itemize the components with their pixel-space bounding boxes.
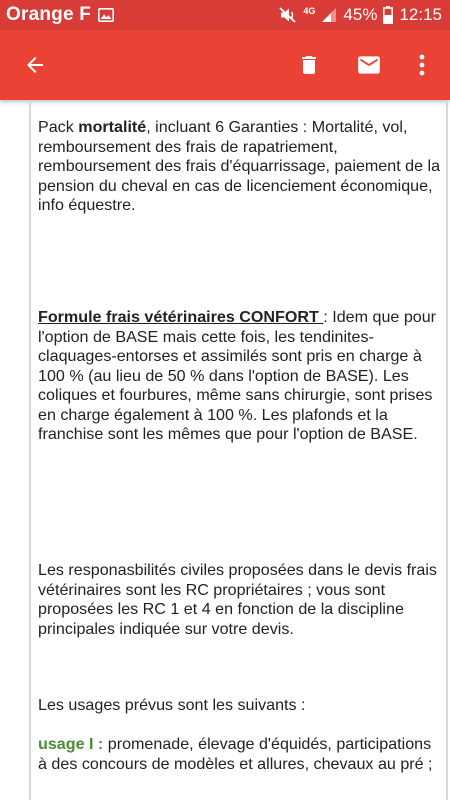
battery-percent: 45% bbox=[343, 5, 378, 24]
paragraph-usage-one bbox=[38, 735, 442, 774]
content-border-right bbox=[446, 100, 448, 800]
text: promenade, élevage d'équidés, participations à des concours de modèles et allures, chevaux au pré ; bbox=[38, 735, 433, 773]
paragraph-civil-liability: Les responasbilités civiles proposées dans le devis frais vétérinaires sont les RC propriétaires ; vous sont proposées les RC 1 et 4 en fonction de la discipline principales indiquée sur votre devis. bbox=[38, 561, 437, 638]
status-right bbox=[273, 5, 442, 25]
paragraph-usages-intro: Les usages prévus sont les suivants : bbox=[38, 696, 306, 714]
text: , incluant 6 Garanties : Mortalité, vol, remboursement des frais de rapatriement, remboursement des frais d'équarrissage, paiement de la pension du cheval en cas de licenciement économique, info équestre. bbox=[38, 118, 441, 214]
delete-icon bbox=[297, 53, 321, 77]
email-button[interactable] bbox=[346, 30, 392, 100]
paragraph-confort-formula bbox=[38, 308, 442, 445]
carrier-name: Orange F bbox=[6, 4, 92, 25]
usage-label: usage I : bbox=[38, 735, 108, 753]
status-bar bbox=[0, 0, 450, 30]
more-options-button[interactable] bbox=[404, 30, 440, 100]
text: Pack bbox=[38, 118, 79, 136]
text-bold: mortalité bbox=[78, 118, 147, 136]
mute-icon bbox=[279, 7, 297, 23]
status-left bbox=[6, 4, 114, 26]
network-type: 4G bbox=[303, 5, 316, 16]
mail-icon bbox=[356, 52, 382, 78]
back-button[interactable] bbox=[12, 30, 58, 100]
back-arrow-icon bbox=[23, 53, 47, 77]
text: : Idem que pour l'option de BASE mais cette fois, les tendinites-claquages-entorses et assimilés sont pris en charge à 100 % (au lieu de 50 % dans l'option de BASE). Les coliques et fourbures, même sans chirurgie, sont prises en charge également à 100 %. Les plafonds et la franchise sont les mêmes que pour l'option de BASE. bbox=[38, 308, 437, 443]
formula-title: Formule frais vétérinaires CONFORT bbox=[38, 308, 324, 326]
image-icon bbox=[98, 8, 114, 22]
clock: 12:15 bbox=[399, 5, 442, 24]
content-border-left bbox=[29, 100, 31, 800]
app-toolbar bbox=[0, 30, 450, 100]
delete-button[interactable] bbox=[286, 30, 332, 100]
battery-icon bbox=[383, 6, 393, 24]
paragraph-mortality-pack bbox=[38, 118, 442, 216]
signal-icon bbox=[321, 7, 337, 23]
more-vert-icon bbox=[418, 53, 426, 77]
